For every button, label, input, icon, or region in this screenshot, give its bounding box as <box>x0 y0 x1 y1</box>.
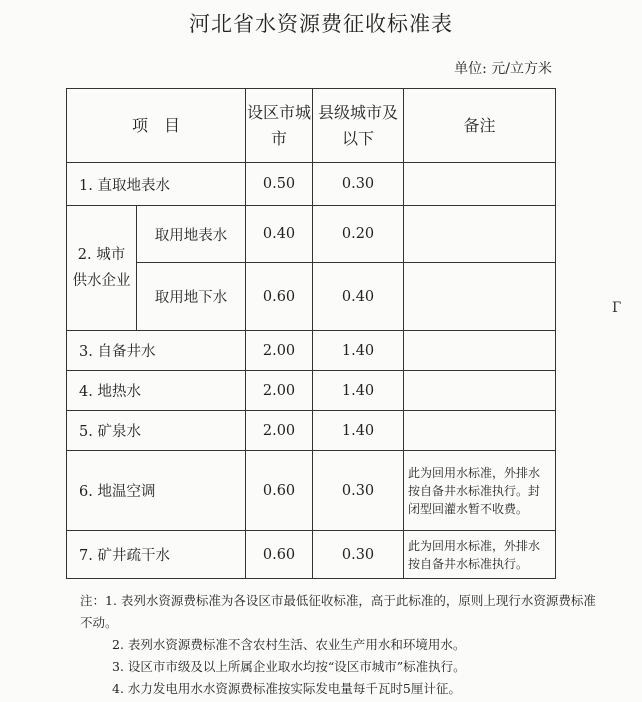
county-value: 0.30 <box>313 531 404 579</box>
remark-cell <box>404 331 556 371</box>
footnote: 3. 设区市市级及以上所属企业取水均按“设区市城市”标准执行。 <box>112 659 466 674</box>
table-row <box>67 331 556 371</box>
row-label: 7. 矿井疏干水 <box>67 531 246 579</box>
header-remark: 备注 <box>404 89 556 163</box>
header-item: 项 目 <box>67 89 246 163</box>
city-value: 0.50 <box>246 163 313 206</box>
footnote: 2. 表列水资源费标准不含农村生活、农业生产用水和环境用水。 <box>112 637 466 652</box>
header-city: 设区市城市 <box>246 89 313 163</box>
row-label: 6. 地温空调 <box>67 451 246 531</box>
header-county: 县级城市及以下 <box>313 89 404 163</box>
group-label: 2. 城市供水企业 <box>67 206 137 331</box>
unit-label: 单位: 元/立方米 <box>454 61 552 77</box>
table-header-row <box>67 89 556 163</box>
county-value: 0.30 <box>313 163 404 206</box>
table-row <box>67 411 556 451</box>
remark-cell <box>404 411 556 451</box>
county-value: 1.40 <box>313 371 404 411</box>
table-row <box>67 263 556 331</box>
city-value: 2.00 <box>246 411 313 451</box>
footnotes <box>80 590 600 700</box>
document-title: 河北省水资源费征收标准表 <box>189 12 453 36</box>
remark-cell <box>404 163 556 206</box>
row-label: 5. 矿泉水 <box>67 411 246 451</box>
remark-cell <box>404 371 556 411</box>
county-value: 1.40 <box>313 411 404 451</box>
table-row <box>67 206 556 263</box>
city-value: 2.00 <box>246 331 313 371</box>
table-row <box>67 163 556 206</box>
remark-cell <box>404 206 556 263</box>
county-value: 0.40 <box>313 263 404 331</box>
city-value: 0.60 <box>246 263 313 331</box>
row-label: 3. 自备井水 <box>67 331 246 371</box>
footnote: 4. 水力发电用水水资源费标准按实际发电量每千瓦时5厘计征。 <box>112 681 461 696</box>
county-value: 0.30 <box>313 451 404 531</box>
row-label: 取用地下水 <box>137 263 246 331</box>
city-value: 0.60 <box>246 531 313 579</box>
county-value: 1.40 <box>313 331 404 371</box>
table-row <box>67 371 556 411</box>
city-value: 2.00 <box>246 371 313 411</box>
remark-cell: 此为回用水标准，外排水按自备井水标准执行。封闭型回灌水暂不收费。 <box>404 451 556 531</box>
row-label: 取用地表水 <box>137 206 246 263</box>
fee-table <box>66 88 556 579</box>
table-row <box>67 451 556 531</box>
row-label: 1. 直取地表水 <box>67 163 246 206</box>
footnote: 注：1. 表列水资源费标准为各设区市最低征收标准，高于此标准的，原则上现行水资源费标准不动。 <box>80 593 596 630</box>
city-value: 0.60 <box>246 451 313 531</box>
county-value: 0.20 <box>313 206 404 263</box>
remark-cell <box>404 263 556 331</box>
remark-cell: 此为回用水标准，外排水按自备井水标准执行。 <box>404 531 556 579</box>
table-row <box>67 531 556 579</box>
city-value: 0.40 <box>246 206 313 263</box>
margin-mark: Г <box>612 300 622 316</box>
row-label: 4. 地热水 <box>67 371 246 411</box>
